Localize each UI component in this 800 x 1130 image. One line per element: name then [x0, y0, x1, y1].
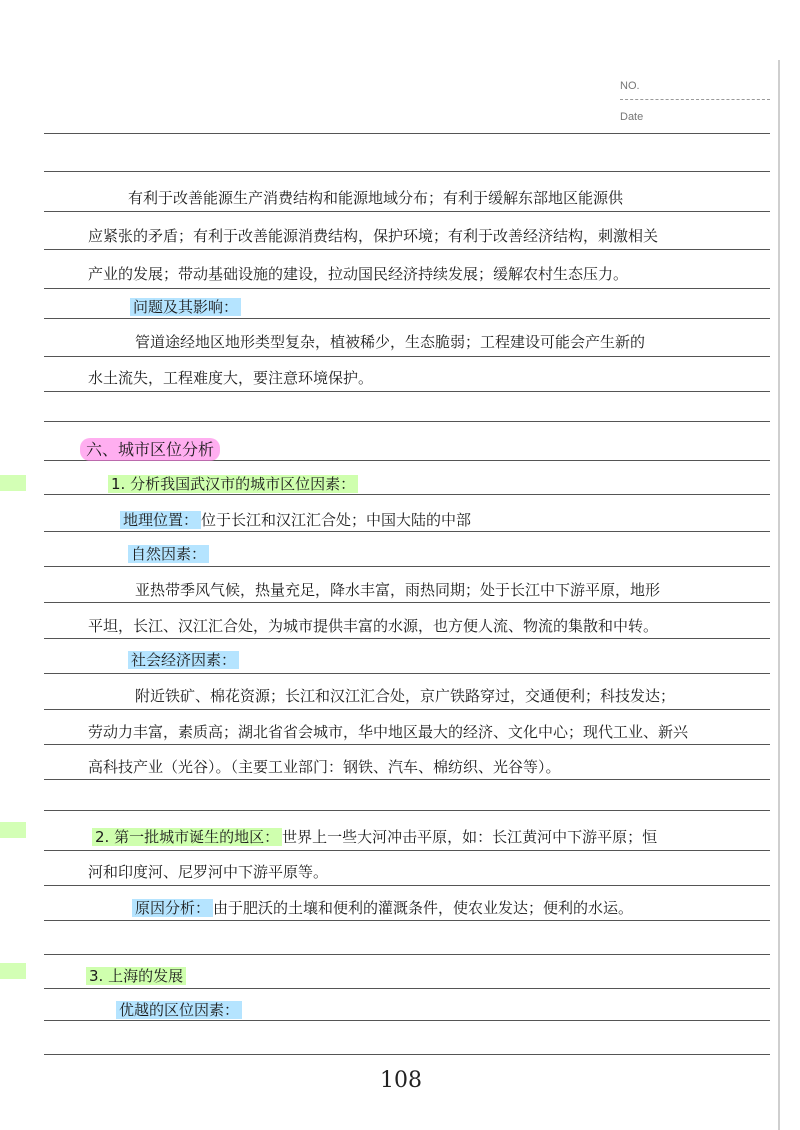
ruled-line	[44, 709, 770, 710]
header-date-label: Date	[620, 111, 644, 123]
ruled-line	[44, 779, 770, 780]
question-heading-1-label: 1. 分析我国武汉市的城市区位因素：	[108, 475, 358, 493]
question-heading-2-label: 2. 第一批城市诞生的地区：	[92, 828, 282, 846]
ruled-line	[44, 810, 770, 811]
note-line: 高科技产业（光谷）。（主要工业部门：钢铁、汽车、棉纺织、光谷等）。	[88, 758, 561, 776]
ruled-line	[44, 318, 770, 319]
margin-highlight-mark	[0, 822, 26, 838]
note-line: 平坦，长江、汉江汇合处，为城市提供丰富的水源，也方便人流、物流的集散和中转。	[88, 617, 659, 635]
ruled-line	[44, 494, 770, 495]
ruled-line	[44, 885, 770, 886]
question-heading-1	[108, 474, 358, 494]
cause-analysis-label: 原因分析：	[132, 899, 213, 917]
advantage-factors-heading	[116, 1000, 242, 1020]
cause-analysis-text: 由于肥沃的土壤和便利的灌溉条件，使农业发达；便利的水运。	[213, 899, 634, 917]
section-heading-six	[80, 440, 220, 460]
subheading-problems	[130, 297, 241, 317]
cause-analysis-line	[132, 898, 633, 918]
ruled-line	[44, 391, 770, 392]
ruled-line	[44, 421, 770, 422]
ruled-line	[44, 920, 770, 921]
subheading-problems-label: 问题及其影响：	[130, 298, 241, 316]
ruled-line	[44, 673, 770, 674]
ruled-line	[44, 288, 770, 289]
ruled-line	[44, 602, 770, 603]
note-line: 应紧张的矛盾；有利于改善能源消费结构，保护环境；有利于改善经济结构，刺激相关	[88, 227, 659, 245]
question-heading-3-label: 3. 上海的发展	[86, 967, 186, 985]
note-line: 产业的发展；带动基础设施的建设，拉动国民经济持续发展；缓解农村生态压力。	[88, 265, 629, 283]
note-line: 河和印度河、尼罗河中下游平原等。	[88, 863, 329, 881]
geo-location-text: 位于长江和汉江汇合处；中国大陆的中部	[201, 511, 472, 529]
natural-factors-heading	[128, 544, 209, 564]
ruled-line	[44, 1020, 770, 1021]
ruled-line	[44, 531, 770, 532]
ruled-line	[44, 133, 770, 134]
ruled-line	[44, 638, 770, 639]
note-line: 劳动力丰富，素质高；湖北省省会城市，华中地区最大的经济、文化中心；现代工业、新兴	[88, 723, 689, 741]
ruled-line	[44, 954, 770, 955]
natural-factors-label: 自然因素：	[128, 545, 209, 563]
ruled-line	[44, 566, 770, 567]
note-line: 有利于改善能源生产消费结构和能源地域分布；有利于缓解东部地区能源供	[128, 189, 624, 207]
ruled-line	[44, 249, 770, 250]
margin-highlight-mark	[0, 963, 26, 979]
ruled-line	[44, 356, 770, 357]
geo-location-label: 地理位置：	[120, 511, 201, 529]
question-heading-2	[92, 827, 657, 847]
note-line: 附近铁矿、棉花资源；长江和汉江汇合处，京广铁路穿过，交通便利；科技发达；	[135, 687, 676, 705]
question-heading-2-text: 世界上一些大河冲击平原，如：长江黄河中下游平原；恒	[282, 828, 658, 846]
header-no-label: NO.	[620, 80, 640, 92]
advantage-factors-label: 优越的区位因素：	[116, 1001, 242, 1019]
ruled-line	[44, 744, 770, 745]
note-line: 亚热带季风气候，热量充足，降水丰富，雨热同期；处于长江中下游平原，地形	[135, 581, 661, 599]
page-number: 108	[380, 1068, 422, 1093]
ruled-line	[44, 850, 770, 851]
note-line: 管道途经地区地形类型复杂，植被稀少，生态脆弱；工程建设可能会产生新的	[135, 333, 646, 351]
socio-economic-label: 社会经济因素：	[128, 651, 239, 669]
ruled-line	[44, 171, 770, 172]
ruled-line	[44, 988, 770, 989]
ruled-line	[44, 1054, 770, 1055]
ruled-line	[44, 211, 770, 212]
header-dotted-line	[620, 99, 770, 100]
margin-highlight-mark	[0, 475, 26, 491]
note-line: 水土流失，工程难度大，要注意环境保护。	[88, 369, 374, 387]
geo-location-line	[120, 510, 471, 530]
section-heading-six-label: 六、城市区位分析	[80, 438, 220, 461]
question-heading-3	[86, 966, 186, 986]
socio-economic-heading	[128, 650, 239, 670]
page-right-edge	[778, 60, 780, 1130]
